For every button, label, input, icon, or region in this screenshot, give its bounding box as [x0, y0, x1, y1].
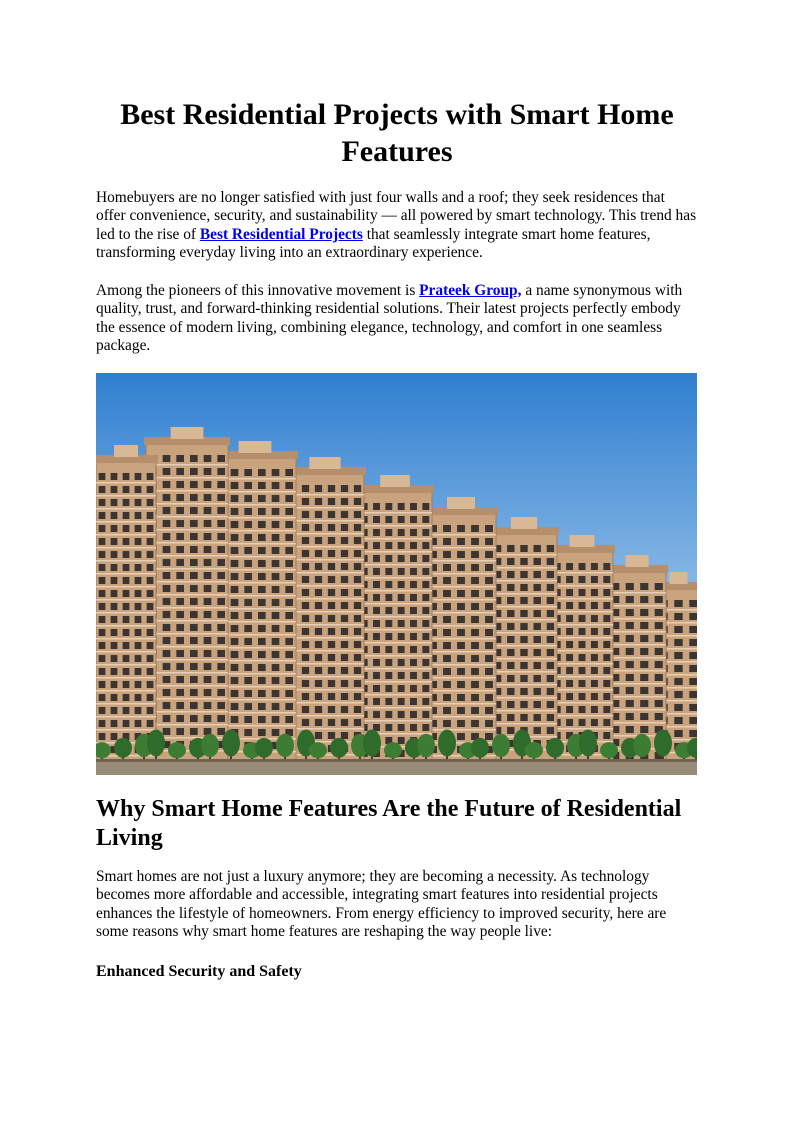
residential-towers-image	[96, 373, 697, 775]
intro-text-end: that seamlessly integrate smart home features, transforming everyday living into an extraordinary experience.	[96, 225, 651, 262]
subsection-heading: Enhanced Security and Safety	[96, 963, 302, 980]
prateek-group-link[interactable]: Prateek Group,	[419, 282, 522, 299]
tower	[424, 497, 498, 763]
best-residential-projects-link[interactable]: Best Residential Projects	[199, 225, 363, 243]
pioneer-text-start: Among the pioneers of this innovative movement is	[96, 282, 420, 299]
tower	[144, 427, 230, 763]
tower	[356, 475, 434, 763]
intro-paragraph	[96, 189, 698, 263]
ground-wall	[96, 761, 697, 775]
pioneer-text-end: a name synonymous with quality, trust, and forward-thinking residential solutions. Their latest projects perfectly embody the essence of modern living, combining elegance, technology, and comfort in one seamless package.	[96, 282, 683, 355]
page-title: Best Residential Projects with Smart Home Features	[120, 98, 674, 168]
pioneer-paragraph	[96, 282, 698, 356]
section-heading: Why Smart Home Features Are the Future of Residential Living	[96, 796, 682, 851]
section-paragraph: Smart homes are not just a luxury anymore; they are becoming a necessity. As technology becomes more affordable and accessible, integrating smart features into residential projects enhances the lifestyle of homeowners. From energy efficiency to improved security, here are some reasons why smart home features are reshaping the way people live:	[96, 868, 667, 941]
tower	[489, 517, 559, 763]
ground-wall-trim	[96, 759, 697, 762]
tower	[96, 445, 158, 763]
tower	[549, 535, 615, 763]
intro-text-start: Homebuyers are no longer satisfied with just four walls and a roof; they seek residences that offer convenience, security, and sustainability — all powered by smart technology. This trend has led to the rise of	[96, 189, 697, 243]
